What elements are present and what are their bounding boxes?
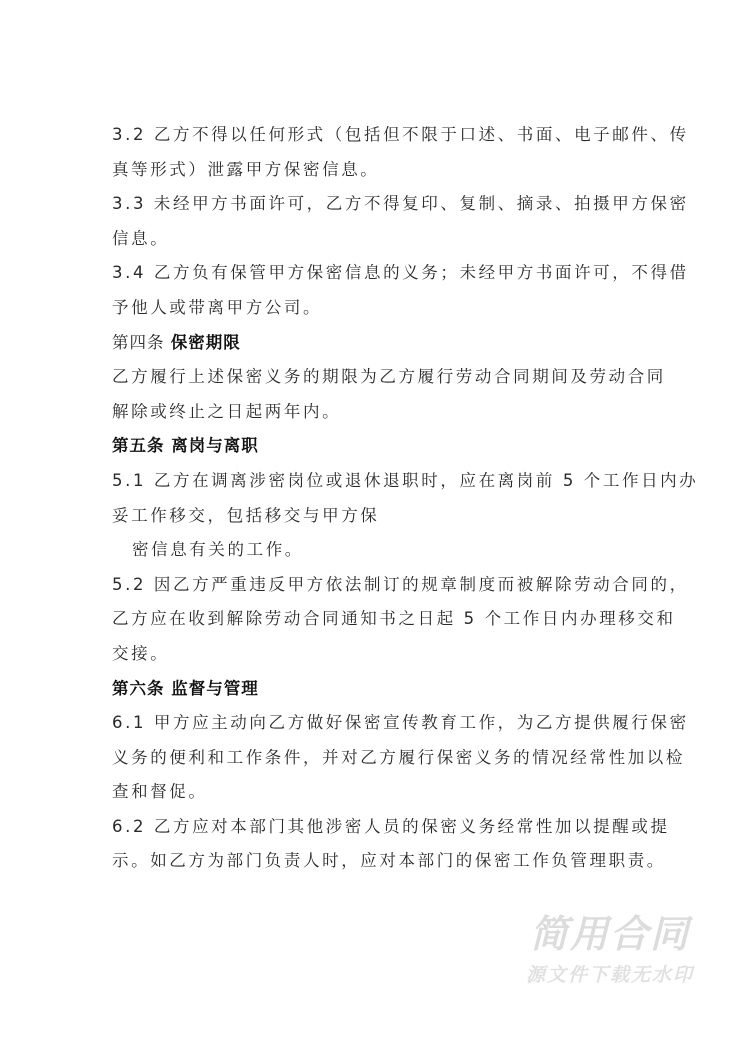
clause-6-1-line-1: 6.1 甲方应主动向乙方做好保密宣传教育工作，为乙方提供履行保密 [112, 713, 689, 733]
article-6-label: 第六条 [112, 678, 165, 698]
clause-6-1-line-3: 查和督促。 [112, 782, 208, 802]
watermark-subtitle: 源文件下载无水印 [525, 964, 694, 986]
clause-6-2-line-1: 6.2 乙方应对本部门其他涉密人员的保密义务经常性加以提醒或提 [112, 816, 670, 836]
article-4-title: 保密期限 [170, 332, 241, 352]
watermark-logo-text: 简用合同 [529, 912, 690, 956]
clause-3-4-line-1: 3.4 乙方负有保管甲方保密信息的义务；未经甲方书面许可，不得借 [112, 263, 689, 283]
article-6-heading [112, 672, 660, 707]
article-4-line-1: 乙方履行上述保密义务的期限为乙方履行劳动合同期间及劳动合同 [112, 367, 666, 387]
clause-5-1-line-2: 妥工作移交，包括移交与甲方保 [112, 505, 380, 525]
clause-5-1-line-3: 密信息有关的工作。 [132, 540, 304, 560]
clause-5-2-line-1: 5.2 因乙方严重违反甲方依法制订的规章制度而被解除劳动合同的， [112, 574, 689, 594]
clause-3-2-line-2: 真等形式）泄露甲方保密信息。 [112, 159, 380, 179]
article-6-title: 监督与管理 [171, 678, 259, 698]
document-page [112, 118, 699, 879]
article-5-label: 第五条 [112, 436, 165, 456]
clause-3-3-line-2: 信息。 [112, 228, 170, 248]
clause-5-2-line-3: 交接。 [112, 643, 170, 663]
article-4-label: 第四条 [112, 332, 165, 352]
clause-3-3-line-1: 3.3 未经甲方书面许可，乙方不得复印、复制、摘录、拍摄甲方保密 [112, 194, 689, 214]
watermark [510, 912, 710, 990]
clause-6-2-line-2: 示。如乙方为部门负责人时，应对本部门的保密工作负管理职责。 [112, 851, 666, 871]
clause-6-1-line-2: 义务的便利和工作条件，并对乙方履行保密义务的情况经常性加以检 [112, 747, 685, 767]
article-4-line-2: 解除或终止之日起两年内。 [112, 401, 342, 421]
article-5-title: 离岗与离职 [171, 436, 259, 456]
clause-3-4-line-2: 予他人或带离甲方公司。 [112, 297, 323, 317]
article-4-heading [112, 326, 660, 361]
clause-5-2-line-2: 乙方应在收到解除劳动合同通知书之日起 5 个工作日内办理移交和 [112, 609, 676, 629]
clause-3-2-line-1: 3.2 乙方不得以任何形式（包括但不限于口述、书面、电子邮件、传 [112, 125, 689, 144]
clause-5-1-line-1: 5.1 乙方在调离涉密岗位或退休退职时，应在离岗前 5 个工作日内办 [112, 470, 699, 490]
article-5-heading [112, 429, 660, 464]
